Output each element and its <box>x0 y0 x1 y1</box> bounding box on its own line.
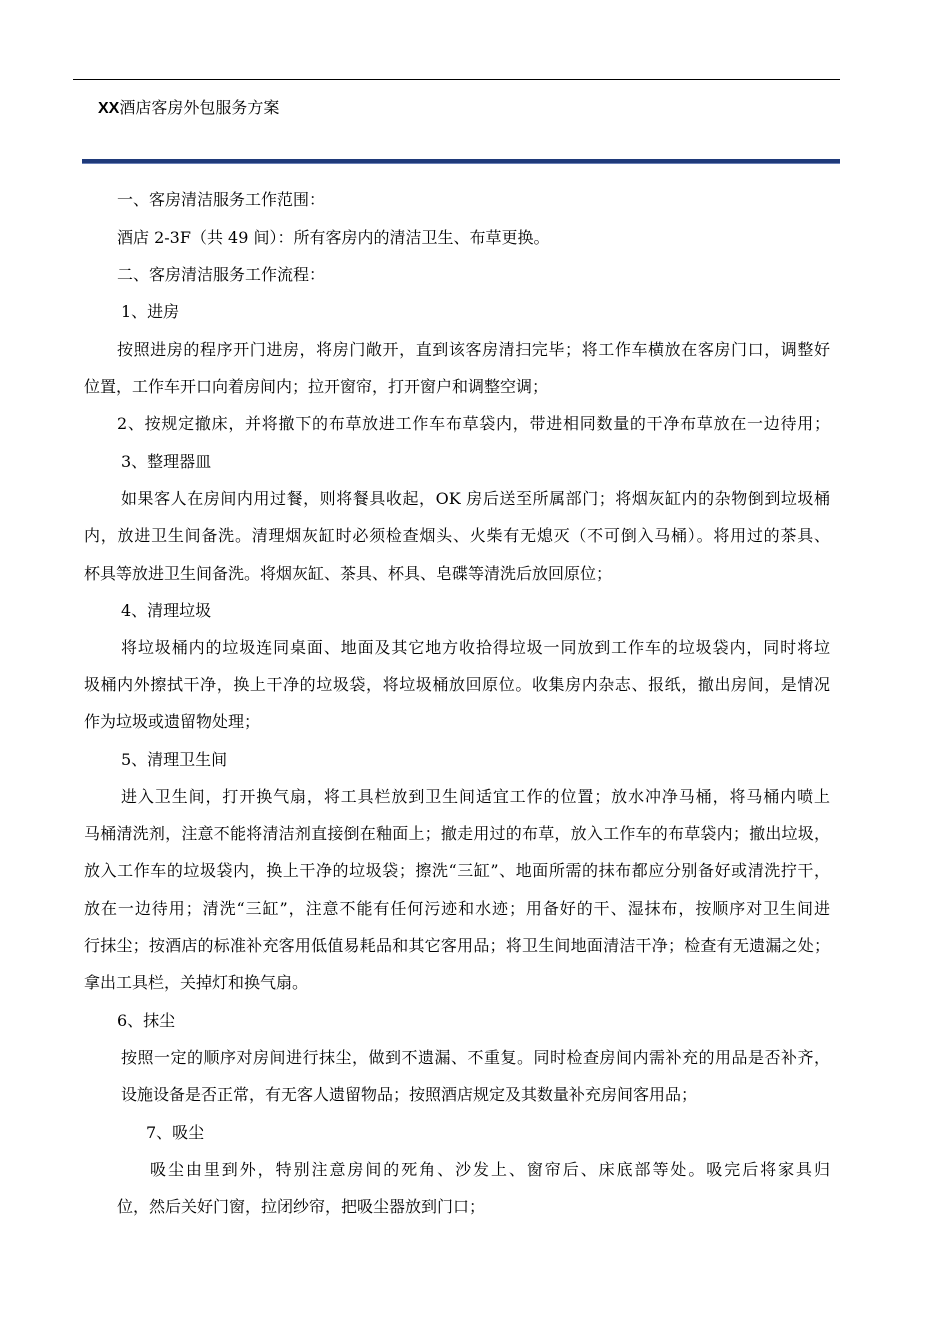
paragraph-line: 放在一边待用；清洗“三缸”，注意不能有任何污迹和水迹；用备好的干、湿抹布，按顺序对卫生间进 <box>84 899 830 918</box>
paragraph-line: 按照一定的顺序对房间进行抹尘，做到不遗漏、不重复。同时检查房间内需补充的用品是否补齐， <box>121 1048 830 1067</box>
step-heading-enter-room: 1、进房 <box>121 302 180 321</box>
step-heading-vacuum: 7、吸尘 <box>146 1123 205 1142</box>
paragraph-line: 作为垃圾或遗留物处理； <box>84 712 261 731</box>
paragraph-line: 按照进房的程序开门进房，将房门敞开，直到该客房清扫完毕；将工作车横放在客房门口，调整好 <box>117 340 830 359</box>
title-text: 酒店客房外包服务方案 <box>119 98 280 117</box>
paragraph-line: 位置，工作车开口向着房间内；拉开窗帘，打开窗户和调整空调； <box>84 377 549 396</box>
title-prefix: XX <box>98 100 120 117</box>
paragraph-line: 进入卫生间，打开换气扇，将工具栏放到卫生间适宜工作的位置；放水冲净马桶，将马桶内喷上 <box>121 787 830 806</box>
paragraph-line: 行抹尘；按酒店的标准补充客用低值易耗品和其它客用品；将卫生间地面清洁干净；检查有无遗漏之处； <box>84 936 830 955</box>
paragraph-line: 位，然后关好门窗，拉闭纱帘，把吸尘器放到门口； <box>117 1197 486 1216</box>
step-heading-bathroom: 5、清理卫生间 <box>121 750 228 769</box>
section-heading-process: 二、客房清洁服务工作流程： <box>117 265 326 284</box>
step-heading-dusting: 6、抹尘 <box>117 1011 176 1030</box>
scope-text: 酒店 2-3F（共 49 间）：所有客房内的清洁卫生、布草更换。 <box>117 228 550 247</box>
paragraph-line: 如果客人在房间内用过餐，则将餐具收起，OK 房后送至所属部门；将烟灰缸内的杂物倒到垃圾桶 <box>121 489 830 508</box>
step-heading-utensils: 3、整理器皿 <box>121 452 212 471</box>
paragraph-line: 内，放进卫生间备洗。清理烟灰缸时必须检查烟头、火柴有无熄灭（不可倒入马桶）。将用过的茶具、 <box>84 526 830 545</box>
paragraph-line: 设施设备是否正常，有无客人遗留物品；按照酒店规定及其数量补充房间客用品； <box>121 1085 698 1104</box>
paragraph-line: 圾桶内外擦拭干净，换上干净的垃圾袋，将垃圾桶放回原位。收集房内杂志、报纸，撤出房间，是情况 <box>84 675 830 694</box>
header-top-rule <box>73 79 840 80</box>
section-heading-scope: 一、客房清洁服务工作范围： <box>117 190 326 209</box>
paragraph-line: 吸尘由里到外，特别注意房间的死角、沙发上、窗帘后、床底部等处。吸完后将家具归 <box>150 1160 830 1179</box>
document-title <box>98 98 279 119</box>
header-accent-rule <box>82 159 840 164</box>
paragraph-line: 拿出工具栏，关掉灯和换气扇。 <box>84 973 309 992</box>
paragraph-line: 杯具等放进卫生间备洗。将烟灰缸、茶具、杯具、皂碟等清洗后放回原位； <box>84 564 613 583</box>
step-heading-garbage: 4、清理垃圾 <box>121 601 212 620</box>
paragraph-line: 放入工作车的垃圾袋内，换上干净的垃圾袋；擦洗“三缸”、地面所需的抹布都应分别备好或清洗拧干， <box>84 861 830 880</box>
step-strip-bed: 2、按规定撤床，并将撤下的布草放进工作车布草袋内，带进相同数量的干净布草放在一边待用； <box>117 414 830 433</box>
paragraph-line: 马桶清洗剂，注意不能将清洁剂直接倒在釉面上；撤走用过的布草，放入工作车的布草袋内；撤出垃圾， <box>84 824 830 843</box>
paragraph-line: 将垃圾桶内的垃圾连同桌面、地面及其它地方收拾得垃圾一同放到工作车的垃圾袋内，同时将垃 <box>121 638 830 657</box>
